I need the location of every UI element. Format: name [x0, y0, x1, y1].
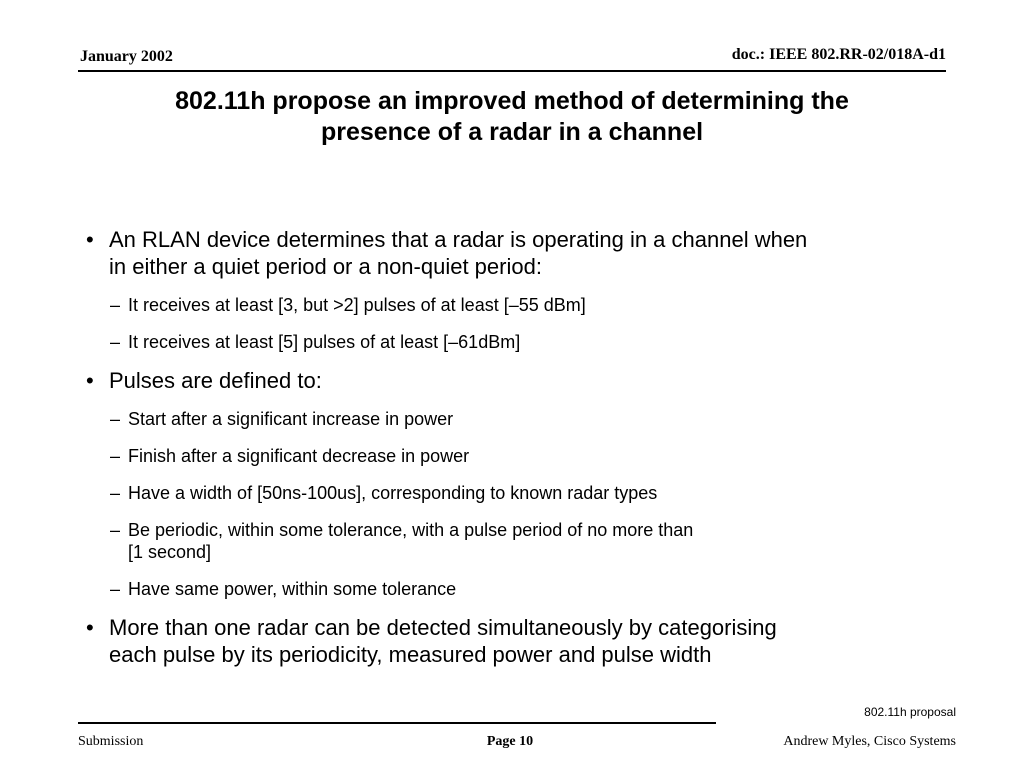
sub-bullet-item — [86, 331, 946, 353]
dash-marker: – — [110, 579, 121, 599]
sub-bullet-text: It receives at least [3, but >2] pulses of at least [–55 dBm] — [128, 295, 586, 315]
header-doc-id: doc.: IEEE 802.RR-02/018A-d1 — [731, 46, 946, 63]
bullet-text-line: Pulses are defined to: — [109, 368, 322, 393]
sub-bullet-text: Start after a significant increase in power — [128, 409, 454, 429]
slide-body — [86, 226, 946, 668]
bullet-item — [86, 367, 946, 394]
dash-marker: – — [110, 520, 121, 540]
sub-bullet-item — [86, 482, 946, 504]
bullet-marker: • — [86, 227, 94, 252]
sub-bullet-text: Have same power, within some tolerance — [128, 579, 457, 599]
footer-author: Andrew Myles, Cisco Systems — [783, 734, 956, 749]
sub-bullet-item — [86, 445, 946, 467]
bullet-item — [86, 226, 946, 280]
slide-title-line-1: 802.11h propose an improved method of determining the — [175, 87, 849, 115]
sub-bullet-item — [86, 408, 946, 430]
bullet-text-line: each pulse by its periodicity, measured power and pulse width — [109, 642, 712, 667]
dash-marker: – — [110, 483, 121, 503]
bullet-item — [86, 614, 946, 668]
sub-bullet-text: Finish after a significant decrease in power — [128, 446, 470, 466]
sub-bullet-item — [86, 578, 946, 600]
dash-marker: – — [110, 446, 121, 466]
sub-bullet-text: Have a width of [50ns-100us], corresponding to known radar types — [128, 483, 658, 503]
bullet-marker: • — [86, 615, 94, 640]
slide-title-line-2: presence of a radar in a channel — [320, 118, 704, 146]
bullet-marker: • — [86, 368, 94, 393]
header-date: January 2002 — [80, 48, 173, 65]
slide-title — [80, 86, 944, 148]
bullet-text-line: in either a quiet period or a non-quiet period: — [109, 254, 542, 279]
bullet-text-line: More than one radar can be detected simultaneously by categorising — [109, 615, 777, 640]
bullet-text-line: An RLAN device determines that a radar is operating in a channel when — [109, 227, 808, 252]
sub-bullet-text-continued: [1 second] — [128, 542, 212, 562]
sub-bullet-text: It receives at least [5] pulses of at least [–61dBm] — [128, 332, 521, 352]
sub-bullet-item — [86, 519, 946, 563]
footer-left: Submission — [78, 734, 144, 749]
dash-marker: – — [110, 332, 121, 352]
page-number: Page 10 — [486, 734, 534, 749]
footer-divider — [78, 722, 716, 724]
dash-marker: – — [110, 295, 121, 315]
sub-bullet-item — [86, 294, 946, 316]
sub-bullet-text: Be periodic, within some tolerance, with a pulse period of no more than — [128, 520, 694, 540]
header-divider — [78, 70, 946, 72]
dash-marker: – — [110, 409, 121, 429]
footer-note: 802.11h proposal — [864, 705, 956, 719]
